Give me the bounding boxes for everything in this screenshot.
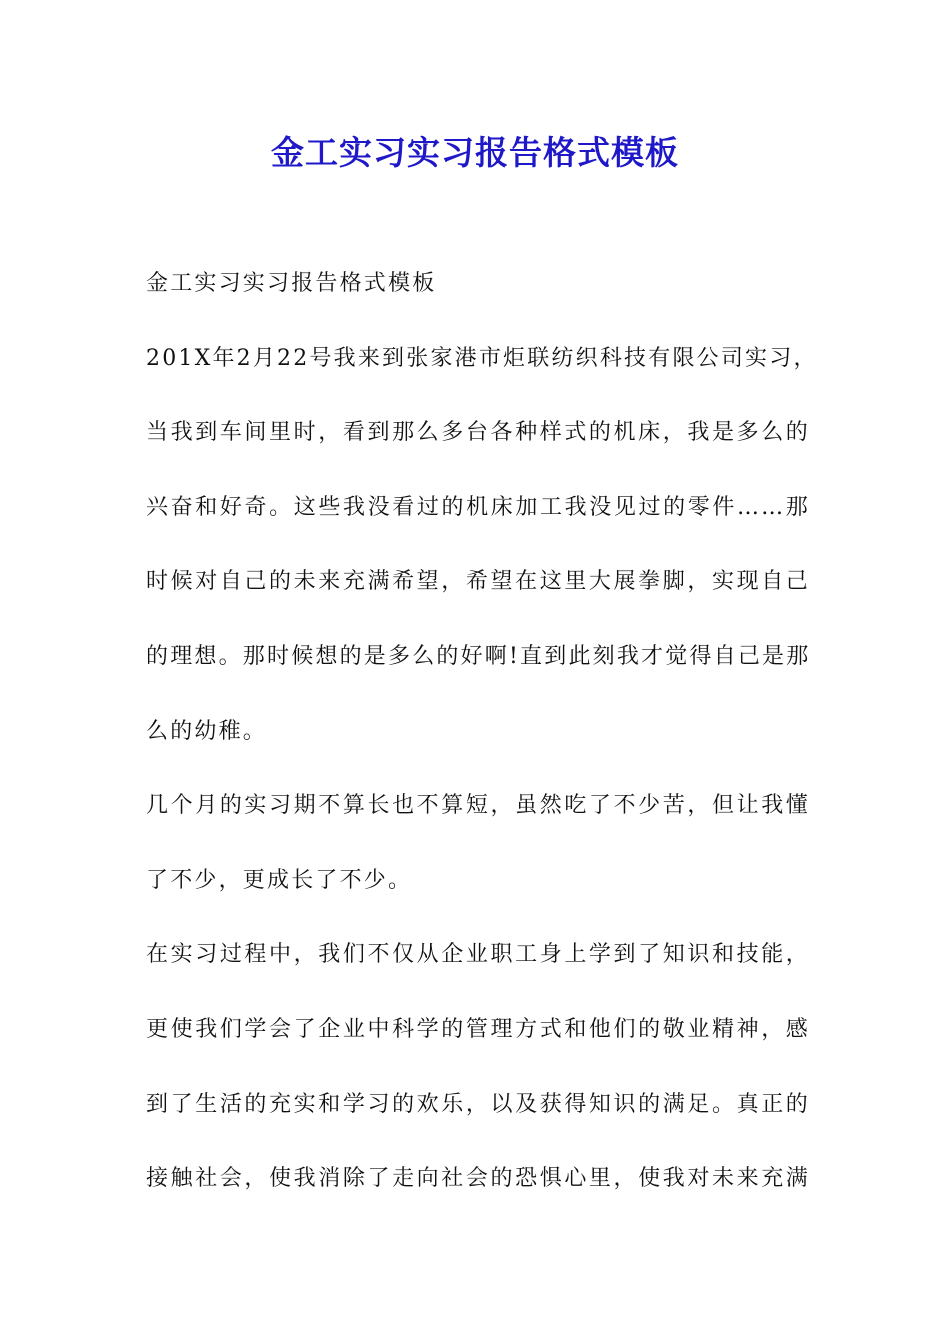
document-title: 金工实习实习报告格式模板	[271, 133, 679, 172]
body-line: 金工实习实习报告格式模板	[146, 271, 437, 296]
body-line: 更使我们学会了企业中科学的管理方式和他们的敬业精神，感	[146, 1016, 810, 1042]
body-line: 兴奋和好奇。这些我没看过的机床加工我没见过的零件……那	[146, 494, 810, 520]
body-line: 在实习过程中，我们不仅从企业职工身上学到了知识和技能，	[146, 942, 810, 968]
body-line: 时候对自己的未来充满希望，希望在这里大展拳脚，实现自己	[146, 569, 810, 595]
body-line: 的理想。那时候想的是多么的好啊!直到此刻我才觉得自己是那	[146, 643, 811, 669]
body-line: 接触社会，使我消除了走向社会的恐惧心里，使我对未来充满	[146, 1166, 810, 1192]
body-line: 当我到车间里时，看到那么多台各种样式的机床，我是多么的	[146, 420, 810, 446]
body-line: 几个月的实习期不算长也不算短，虽然吃了不少苦，但让我懂	[146, 793, 810, 819]
body-line: 了不少，更成长了不少。	[146, 867, 413, 893]
body-line: 201X年2月22号我来到张家港市炬联纺织科技有限公司实习，	[146, 345, 818, 371]
body-line: 么的幼稚。	[146, 718, 268, 744]
document-body	[146, 260, 818, 1230]
body-line: 到了生活的充实和学习的欢乐，以及获得知识的满足。真正的	[146, 1091, 810, 1117]
